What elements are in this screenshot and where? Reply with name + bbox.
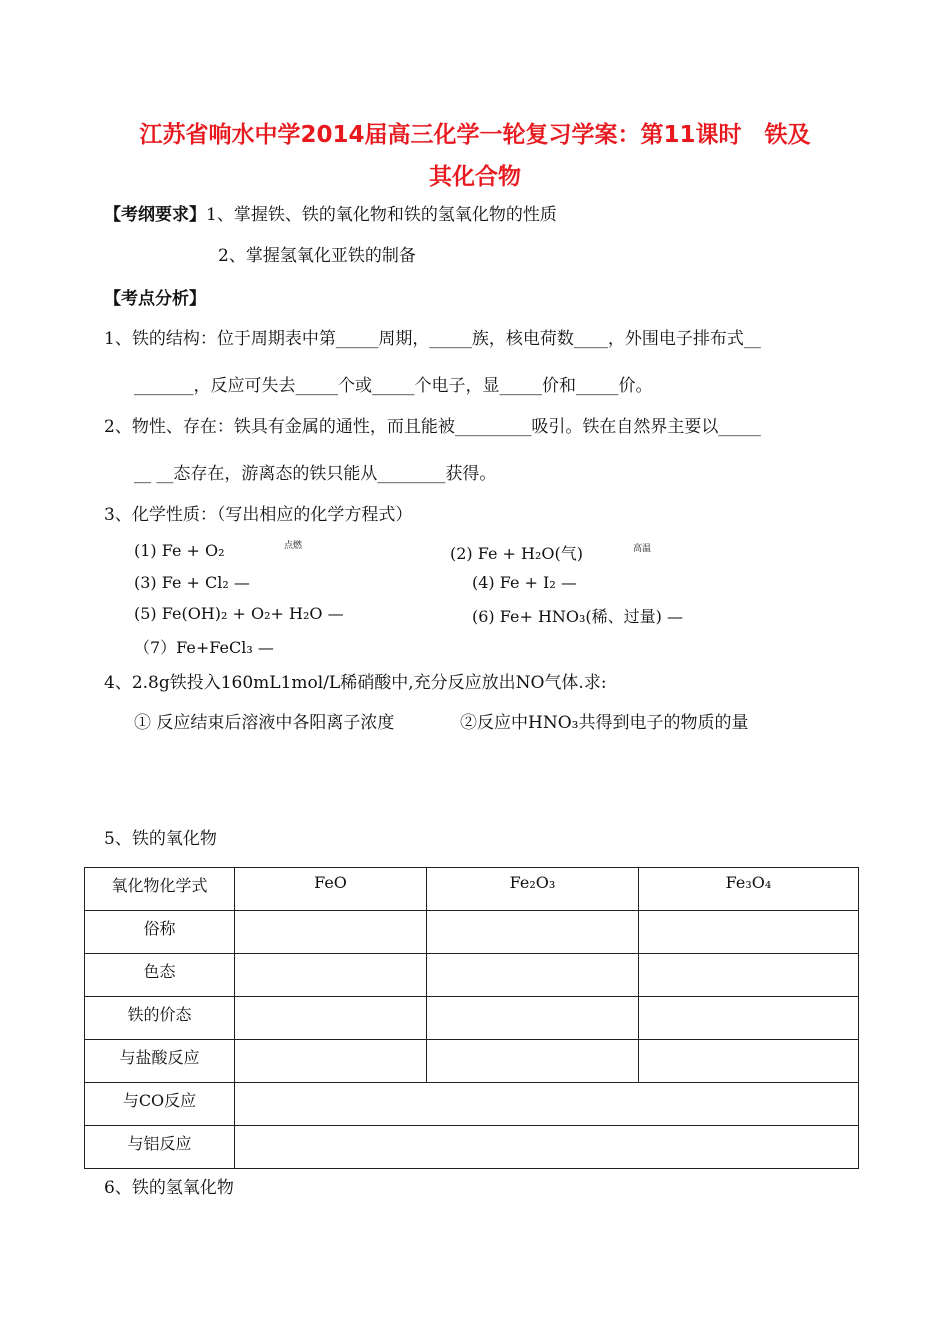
- requirements-item-2: 2、掌握氢氧化亚铁的制备: [218, 246, 416, 266]
- table-cell[interactable]: [639, 911, 859, 954]
- table-row: [85, 1126, 859, 1169]
- table-cell[interactable]: [427, 997, 639, 1040]
- table-row: [85, 997, 859, 1040]
- table-row-label: 铁的价态: [85, 997, 235, 1040]
- table-cell[interactable]: [639, 954, 859, 997]
- analysis-label: 【考点分析】: [104, 289, 206, 309]
- table-row-label: 俗称: [85, 911, 235, 954]
- table-header-cell: FeO: [235, 868, 427, 911]
- table-cell[interactable]: [639, 997, 859, 1040]
- page-title-line1: 江苏省响水中学2014届高三化学一轮复习学案：第11课时 铁及: [139, 122, 811, 148]
- reaction-1-condition: 点燃: [284, 541, 303, 551]
- table-cell[interactable]: [235, 911, 427, 954]
- question-1-line1: 1、铁的结构：位于周期表中第_____周期，_____族，核电荷数____，外围电子排布式__: [104, 329, 761, 349]
- question-6-heading: 6、铁的氢氧化物: [104, 1178, 234, 1198]
- table-cell[interactable]: [639, 1040, 859, 1083]
- reaction-3: (3) Fe + Cl₂ —: [134, 573, 250, 592]
- reaction-7: （7）Fe+FeCl₃ —: [134, 638, 274, 657]
- table-row-label: 与CO反应: [85, 1083, 235, 1126]
- table-row: [85, 911, 859, 954]
- requirements-item-1: 1、掌握铁、铁的氧化物和铁的氢氧化物的性质: [206, 205, 557, 225]
- question-4-line1: 4、2.8g铁投入160mL1mol/L稀硝酸中,充分反应放出NO气体.求:: [104, 673, 607, 693]
- question-3-heading: 3、化学性质：（写出相应的化学方程式）: [104, 505, 413, 525]
- iron-oxides-table: [84, 867, 859, 1169]
- requirements-label: 【考纲要求】: [104, 205, 206, 225]
- table-cell[interactable]: [427, 911, 639, 954]
- table-cell[interactable]: [235, 1040, 427, 1083]
- page-title-line2: 其化合物: [429, 164, 521, 190]
- question-4-sub-2: ②反应中HNO₃共得到电子的物质的量: [460, 713, 749, 733]
- reaction-5: (5) Fe(OH)₂ + O₂+ H₂O —: [134, 604, 344, 623]
- question-1-line2: _______，反应可失去_____个或_____个电子，显_____价和_____价。: [134, 376, 653, 396]
- table-header-cell: 氧化物化学式: [85, 868, 235, 911]
- table-header-cell: Fe₂O₃: [427, 868, 639, 911]
- table-cell-merged[interactable]: [235, 1126, 859, 1169]
- question-2-line2: __ __态存在，游离态的铁只能从________获得。: [134, 464, 497, 484]
- table-cell[interactable]: [235, 997, 427, 1040]
- reaction-2: (2) Fe + H₂O(气): [450, 544, 583, 563]
- table-cell-merged[interactable]: [235, 1083, 859, 1126]
- question-2-line1: 2、物性、存在：铁具有金属的通性，而且能被_________吸引。铁在自然界主要以_____: [104, 417, 761, 437]
- table-row: [85, 954, 859, 997]
- table-row: [85, 1040, 859, 1083]
- table-cell[interactable]: [235, 954, 427, 997]
- reaction-1: (1) Fe + O₂: [134, 541, 225, 560]
- table-row-label: 与铝反应: [85, 1126, 235, 1169]
- table-header-cell: Fe₃O₄: [639, 868, 859, 911]
- reaction-4: (4) Fe + I₂ —: [472, 573, 577, 592]
- table-row-label: 与盐酸反应: [85, 1040, 235, 1083]
- table-cell[interactable]: [427, 954, 639, 997]
- question-4-sub-1: ① 反应结束后溶液中各阳离子浓度: [134, 713, 395, 733]
- table-row-label: 色态: [85, 954, 235, 997]
- reaction-2-condition: 高温: [633, 544, 652, 554]
- table-cell[interactable]: [427, 1040, 639, 1083]
- reaction-6: (6) Fe+ HNO₃(稀、过量) —: [472, 607, 683, 626]
- table-row: [85, 1083, 859, 1126]
- question-5-heading: 5、铁的氧化物: [104, 829, 217, 849]
- table-header-row: [85, 868, 859, 911]
